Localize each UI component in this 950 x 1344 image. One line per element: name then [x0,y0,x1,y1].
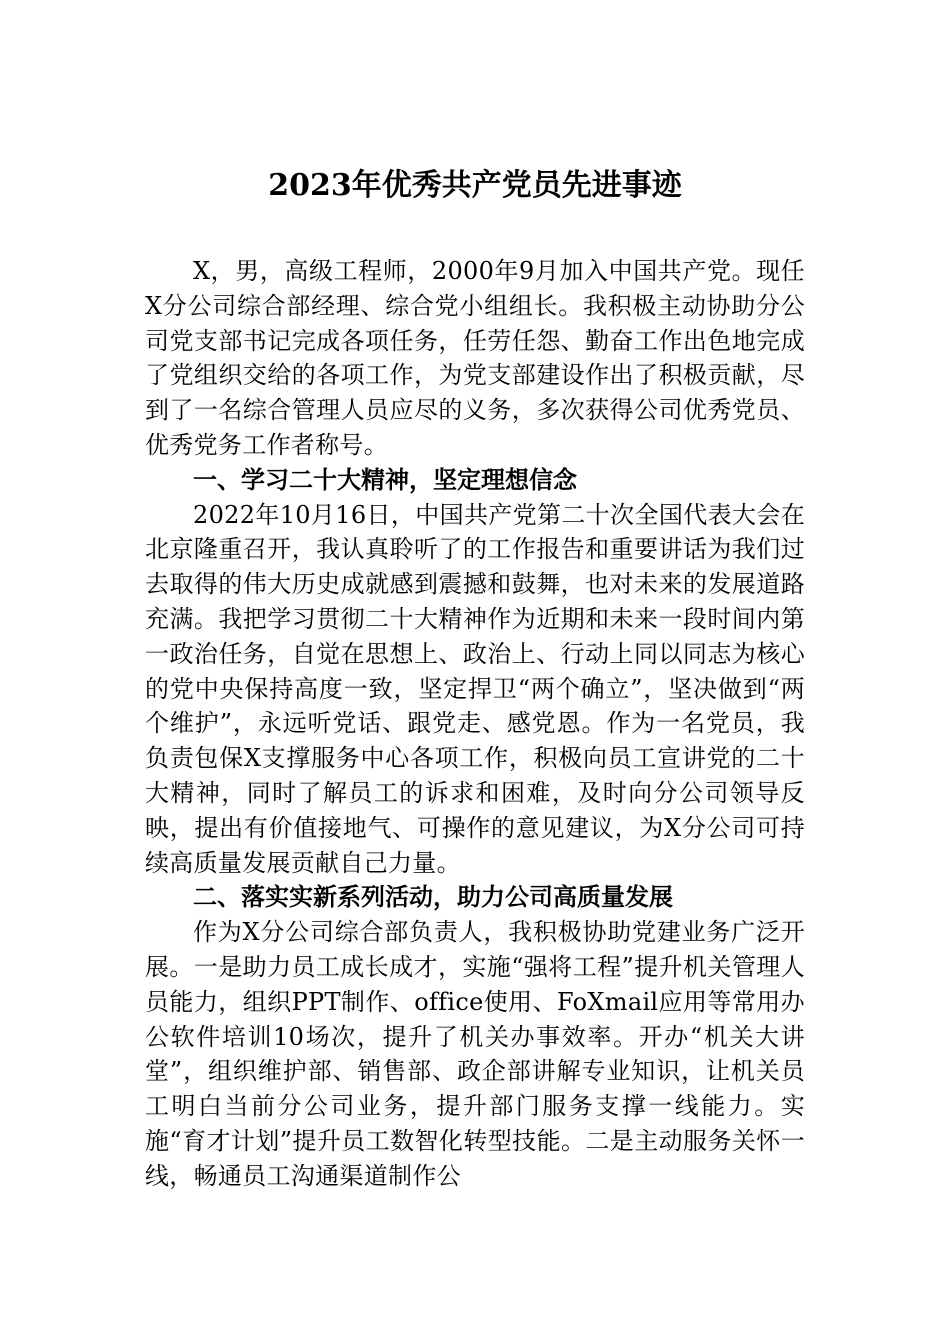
paragraph-intro: X，男，高级工程师，2000年9月加入中国共产党。现任X分公司综合部经理、综合党小组组长。我积极主动协助分公司党支部书记完成各项任务，任劳任怨、勤奋工作出色地完成了党组织交给的各项工作，为党支部建设作出了积极贡献，尽到了一名综合管理人员应尽的义务，多次获得公司优秀党员、优秀党务工作者称号。 [145,257,805,459]
section-heading-2: 二、落实实新系列活动，助力公司高质量发展 [193,883,673,912]
paragraph-section-2: 作为X分公司综合部负责人，我积极协助党建业务广泛开展。一是助力员工成长成才，实施“强将工程”提升机关管理人员能力，组织PPT制作、office使用、FoXmail应用等常用办公软件培训10场次，提升了机关办事效率。开办“机关大讲堂”，组织维护部、销售部、政企部讲解专业知识，让机关员工明白当前分公司业务，提升部门服务支撑一线能力。实施“育才计划”提升员工数智化转型技能。二是主动服务关怀一线，畅通员工沟通渠道制作公 [145,918,805,1190]
paragraph-section-1: 2022年10月16日，中国共产党第二十次全国代表大会在北京隆重召开，我认真聆听了的工作报告和重要讲话为我们过去取得的伟大历史成就感到震撼和鼓舞，也对未来的发展道路充满。我把学习贯彻二十大精神作为近期和未来一段时间内第一政治任务，自觉在思想上、政治上、行动上同以同志为核心的党中央保持高度一致，坚定捍卫“两个确立”，坚决做到“两个维护”，永远听党话、跟党走、感党恩。作为一名党员，我负责包保X支撑服务中心各项工作，积极向员工宣讲党的二十大精神，同时了解员工的诉求和困难，及时向分公司领导反映，提出有价值接地气、可操作的意见建议，为X分公司可持续高质量发展贡献自己力量。 [145,500,805,877]
document-body [145,254,805,1194]
section-heading-1: 一、学习二十大精神，坚定理想信念 [193,465,577,494]
document-title: 2023年优秀共产党员先进事迹 [268,168,682,203]
